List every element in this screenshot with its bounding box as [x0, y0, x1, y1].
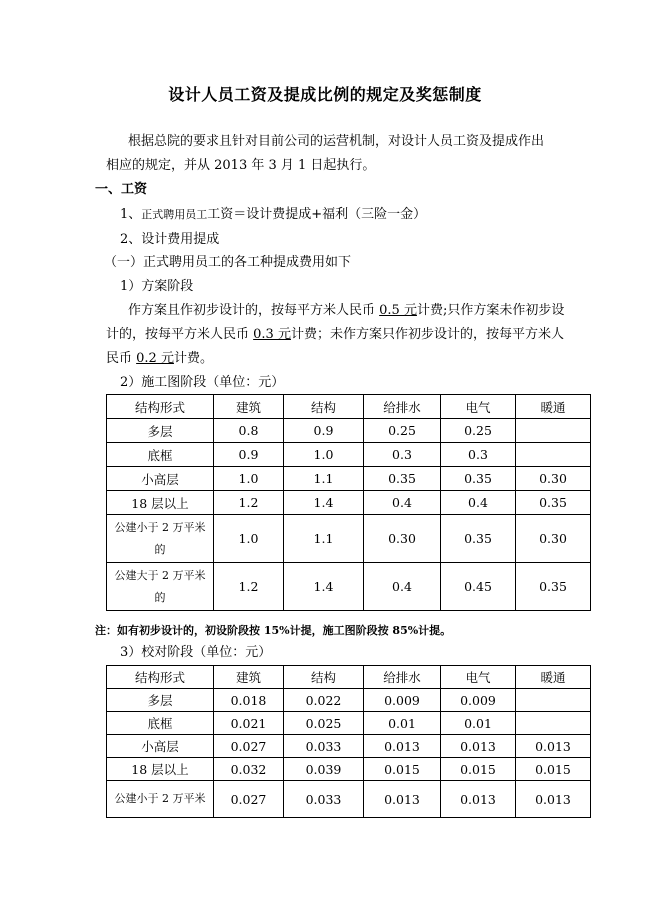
- review-rate-table: [106, 665, 591, 818]
- table-header-cell: 电气: [441, 395, 516, 419]
- table-header-cell: 结构形式: [107, 395, 214, 419]
- stage-review-heading: 3）校对阶段（单位：元）: [120, 645, 272, 660]
- scheme-line-2: [106, 325, 564, 345]
- table-cell: 0.35: [516, 563, 591, 611]
- table-cell: 1.1: [284, 515, 364, 563]
- table-header-cell: 结构: [284, 395, 364, 419]
- table-cell: 0.032: [214, 758, 284, 781]
- table-cell: 0.25: [364, 419, 441, 443]
- row-label-cell: 底框: [107, 712, 214, 735]
- table-header-row: [107, 395, 591, 419]
- table-cell: 0.033: [284, 781, 364, 818]
- row-label-cell: 多层: [107, 689, 214, 712]
- table-cell: 1.4: [284, 563, 364, 611]
- row-label-cell: 18 层以上: [107, 758, 214, 781]
- scheme-text: 作方案且作初步设计的，按每平方米人民币: [128, 303, 380, 318]
- table-row: [107, 419, 591, 443]
- table-cell: 0.3: [441, 443, 516, 467]
- stage-construction-heading: 2）施工图阶段（单位：元）: [120, 375, 285, 390]
- table-cell: 0.013: [364, 735, 441, 758]
- table-cell: 0.35: [364, 467, 441, 491]
- table-cell: [516, 689, 591, 712]
- rate-value: 0.2 元: [136, 351, 174, 366]
- table-cell: 0.013: [441, 735, 516, 758]
- intro-line-2: 相应的规定，并从 2013 年 3 月 1 日起执行。: [106, 158, 376, 173]
- row-label-cell: 18 层以上: [107, 491, 214, 515]
- employee-type-label: 正式聘用员工: [141, 208, 208, 221]
- table-cell: 0.30: [364, 515, 441, 563]
- table-cell: 0.013: [364, 781, 441, 818]
- table-header-cell: 建筑: [214, 666, 284, 689]
- table-cell: 1.2: [214, 563, 284, 611]
- table-row: [107, 443, 591, 467]
- table-cell: 0.01: [364, 712, 441, 735]
- table-cell: 0.021: [214, 712, 284, 735]
- table-header-cell: 暖通: [516, 666, 591, 689]
- table-cell: 1.1: [284, 467, 364, 491]
- scheme-text: 计的，按每平方米人民币: [106, 327, 254, 342]
- table-cell: 0.015: [441, 758, 516, 781]
- table-cell: 0.015: [364, 758, 441, 781]
- table-cell: 0.4: [441, 491, 516, 515]
- table-cell: 0.027: [214, 781, 284, 818]
- table-cell: 0.45: [441, 563, 516, 611]
- table-cell: 0.8: [214, 419, 284, 443]
- scheme-text: 计费;只作方案未作初步设: [416, 303, 565, 318]
- row-label-cell: 公建大于 2 万平米的: [107, 563, 214, 611]
- table-row: [107, 491, 591, 515]
- note-text: 注：如有初步设计的，初设阶段按 15%计提，施工图阶段按 85%计提。: [95, 624, 452, 637]
- table-row: [107, 781, 591, 818]
- table-cell: 0.009: [441, 689, 516, 712]
- scheme-text: 计费。: [173, 351, 213, 366]
- item-design-fee: 2、设计费用提成: [120, 232, 220, 247]
- salary-formula-line: [120, 205, 426, 225]
- table-cell: [516, 443, 591, 467]
- table-row: [107, 712, 591, 735]
- table-cell: 0.4: [364, 491, 441, 515]
- item-number: 1、: [120, 207, 142, 222]
- table-cell: 0.9: [214, 443, 284, 467]
- table-header-cell: 结构形式: [107, 666, 214, 689]
- table-cell: 0.033: [284, 735, 364, 758]
- table-row: [107, 467, 591, 491]
- table-cell: 0.018: [214, 689, 284, 712]
- salary-formula: 工资＝设计费提成+福利（三险一金）: [207, 207, 427, 222]
- table-cell: 0.30: [516, 467, 591, 491]
- table-cell: 0.025: [284, 712, 364, 735]
- table-cell: 0.013: [516, 735, 591, 758]
- construction-rate-table: [106, 394, 591, 611]
- table-row: [107, 563, 591, 611]
- table-header-cell: 暖通: [516, 395, 591, 419]
- table-header-cell: 给排水: [364, 666, 441, 689]
- table-cell: 0.3: [364, 443, 441, 467]
- table-cell: 0.027: [214, 735, 284, 758]
- table-cell: 0.35: [441, 515, 516, 563]
- table-cell: 0.25: [441, 419, 516, 443]
- row-label-cell: 底框: [107, 443, 214, 467]
- table-cell: 0.013: [441, 781, 516, 818]
- table-header-row: [107, 666, 591, 689]
- row-label-cell: 多层: [107, 419, 214, 443]
- row-label-cell: 小高层: [107, 467, 214, 491]
- table-header-cell: 建筑: [214, 395, 284, 419]
- table-cell: 1.0: [284, 443, 364, 467]
- page-title: 设计人员工资及提成比例的规定及奖惩制度: [168, 85, 482, 104]
- table-cell: 1.0: [214, 515, 284, 563]
- row-label-cell: 公建小于 2 万平米的: [107, 515, 214, 563]
- table-cell: 0.039: [284, 758, 364, 781]
- table-row: [107, 515, 591, 563]
- table-cell: 0.013: [516, 781, 591, 818]
- table-cell: 0.35: [516, 491, 591, 515]
- table-cell: [516, 712, 591, 735]
- stage-scheme-heading: 1）方案阶段: [120, 279, 194, 294]
- table-cell: 1.2: [214, 491, 284, 515]
- table-cell: 0.4: [364, 563, 441, 611]
- table-row: [107, 689, 591, 712]
- table-row: [107, 758, 591, 781]
- table-header-cell: 电气: [441, 666, 516, 689]
- table-header-cell: 结构: [284, 666, 364, 689]
- table-cell: 0.009: [364, 689, 441, 712]
- table-cell: 1.4: [284, 491, 364, 515]
- table-cell: 0.9: [284, 419, 364, 443]
- table-cell: 0.015: [516, 758, 591, 781]
- rate-value: 0.3 元: [253, 327, 291, 342]
- table-cell: 0.01: [441, 712, 516, 735]
- row-label-cell: 公建小于 2 万平米: [107, 781, 214, 818]
- scheme-line-3: [106, 349, 213, 369]
- scheme-text: 计费；未作方案只作初步设计的，按每平方米人: [290, 327, 564, 342]
- rate-value: 0.5 元: [379, 303, 417, 318]
- row-label-cell: 小高层: [107, 735, 214, 758]
- table-header-cell: 给排水: [364, 395, 441, 419]
- scheme-text: 民币: [106, 351, 137, 366]
- table-cell: 1.0: [214, 467, 284, 491]
- table-cell: 0.30: [516, 515, 591, 563]
- table-row: [107, 735, 591, 758]
- table-cell: [516, 419, 591, 443]
- table-cell: 0.35: [441, 467, 516, 491]
- scheme-line-1: [128, 301, 564, 321]
- table-cell: 0.022: [284, 689, 364, 712]
- intro-line-1: 根据总院的要求且针对目前公司的运营机制，对设计人员工资及提成作出: [128, 134, 545, 149]
- subsection-heading: （一）正式聘用员工的各工种提成费用如下: [104, 255, 352, 270]
- section-heading-salary: 一、工资: [95, 182, 148, 197]
